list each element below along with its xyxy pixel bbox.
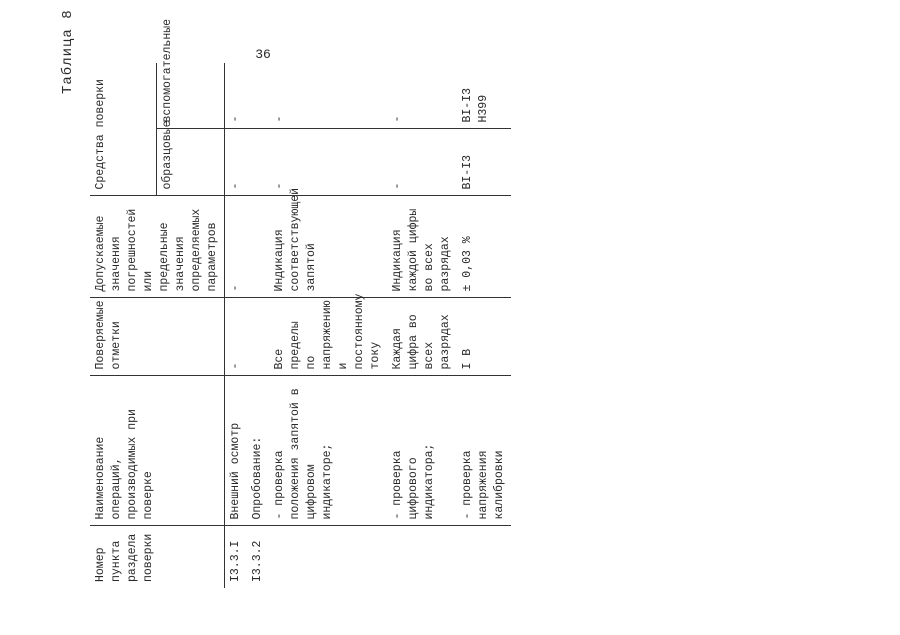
cell-auxiliary: - [225, 63, 248, 129]
header-item-number: Номер пункта раздела поверки [90, 526, 225, 588]
cell-marks: Все пределы по напряжению и постоянному току [269, 298, 387, 376]
cell-reference: - [387, 129, 457, 196]
table-row [457, 63, 511, 588]
table-row [269, 63, 387, 588]
cell-limits: - [225, 196, 248, 298]
header-operation-name: Наименование операций, производимых при поверке [90, 376, 225, 526]
cell-auxiliary [247, 63, 269, 129]
cell-item: I3.3.I [229, 540, 242, 582]
cell-item [269, 526, 387, 588]
cell-limits [247, 196, 269, 298]
cell-marks: - [225, 298, 248, 376]
cell-auxiliary: - [269, 63, 387, 129]
cell-reference: - [269, 129, 387, 196]
cell-reference: ВI-I3 [457, 129, 511, 196]
cell-operation: - проверка напряжения калибровки [457, 376, 511, 526]
cell-auxiliary: - [387, 63, 457, 129]
header-reference: образцовые [157, 129, 225, 196]
header-verification-means: Средства поверки [90, 63, 157, 196]
cell-operation: - проверка положения запятой в цифровом индикаторе; [269, 376, 387, 526]
table-row [247, 63, 269, 588]
table-row [225, 63, 248, 588]
table-row [387, 63, 457, 588]
cell-operation: Внешний осмотр [225, 376, 248, 526]
cell-marks [247, 298, 269, 376]
cell-reference [247, 129, 269, 196]
cell-limits: Индикация каждой цифры во всех разрядах [387, 196, 457, 298]
cell-item [457, 526, 511, 588]
page-number: 36 [255, 47, 271, 62]
cell-marks: I В [457, 298, 511, 376]
header-error-limits: Допускаемые значения погрешностей или предельные значения определяемых параметров [90, 196, 225, 298]
cell-item: I3.3.2 [251, 540, 264, 582]
cell-reference: - [225, 129, 248, 196]
header-auxiliary: вспомогательные [157, 63, 225, 129]
cell-operation: - проверка цифрового индикатора; [387, 376, 457, 526]
cell-marks: Каждая цифра во всех разрядах [387, 298, 457, 376]
cell-item [387, 526, 457, 588]
cell-operation: Опробование: [247, 376, 269, 526]
table-caption: Таблица 8 [60, 9, 76, 94]
cell-limits: Индикация соответствующей запятой [269, 196, 387, 298]
cell-limits: ± 0,03 % [457, 196, 511, 298]
cell-auxiliary: ВI-I3 Н399 [457, 63, 511, 129]
header-checked-marks: Поверяемые отметки [90, 298, 225, 376]
